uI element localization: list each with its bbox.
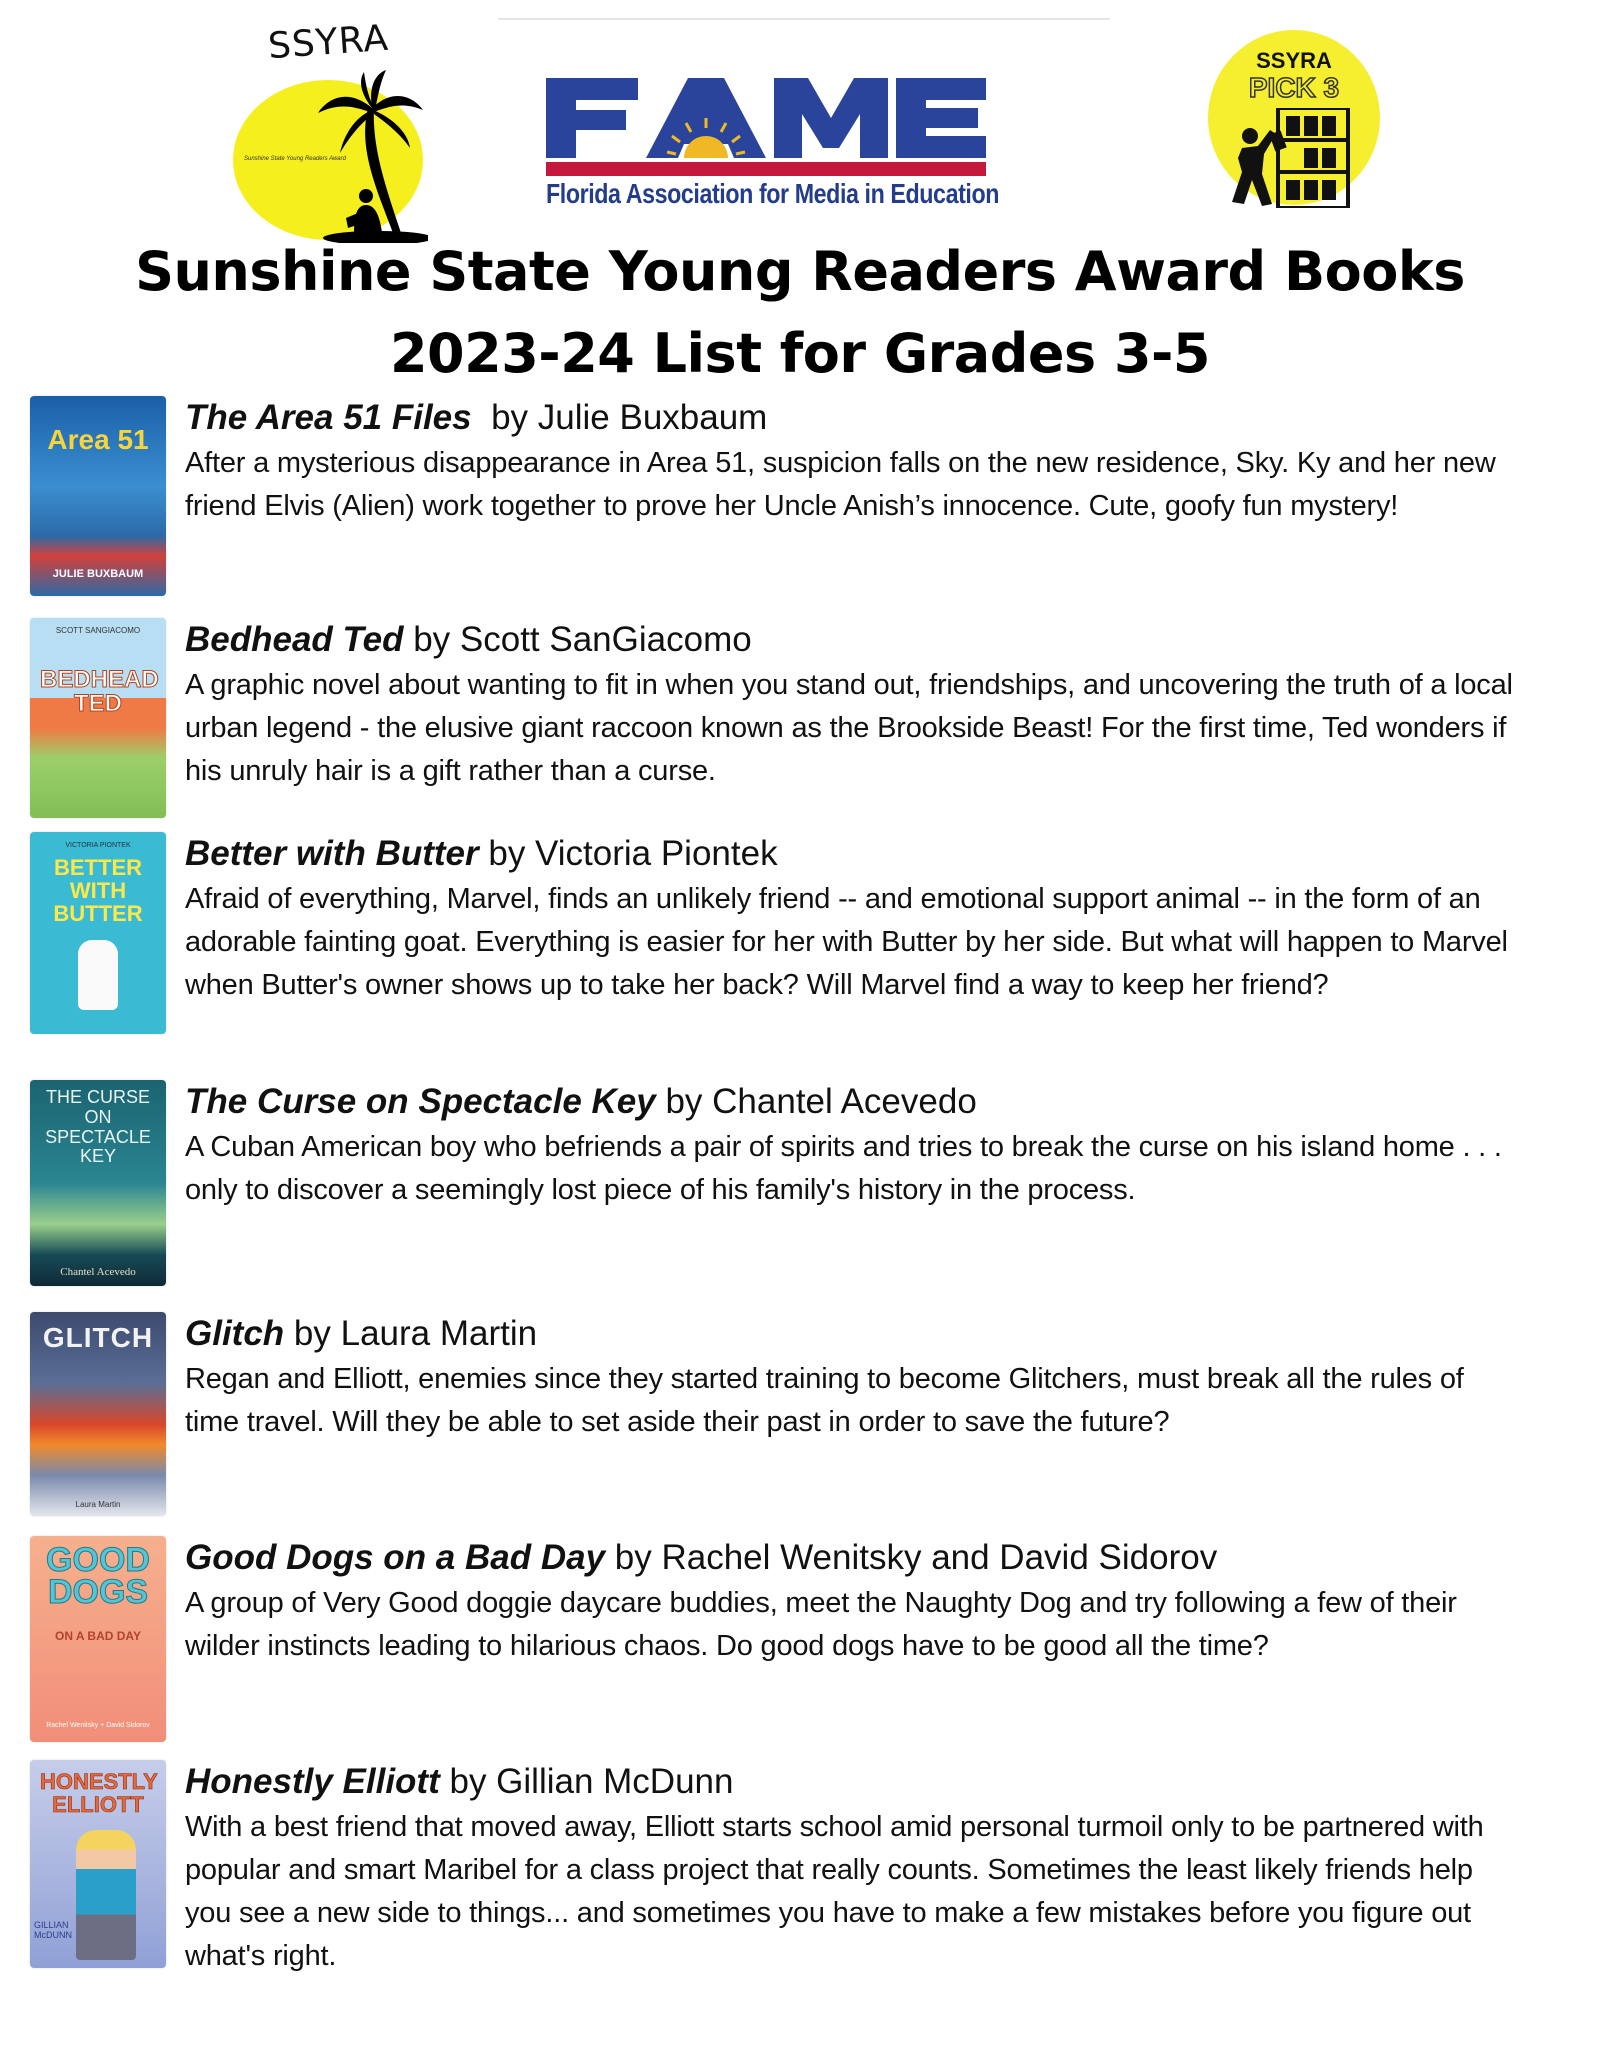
book-description: Regan and Elliott, enemies since they started training to become Glitchers, must break all the rules of time travel. Will they be able to set aside their past in order to save the future? <box>185 1363 1464 1438</box>
palm-tree-reader-icon <box>298 68 428 243</box>
fame-subtitle: Florida Association for Media in Education <box>546 178 1000 209</box>
book-heading <box>185 1312 1515 1356</box>
book-heading <box>185 396 1515 440</box>
book-author: by Gillian McDunn <box>439 1762 734 1801</box>
book-title: Better with Butter <box>185 834 479 873</box>
cover-title: HONESTLY ELLIOTT <box>40 1769 158 1818</box>
book-cover <box>30 1080 166 1286</box>
book-author: by Chantel Acevedo <box>655 1082 977 1121</box>
page-subtitle: 2023-24 List for Grades 3-5 <box>389 322 1211 385</box>
ssyra-pick3-logo <box>1208 30 1380 210</box>
book-title: Glitch <box>185 1314 285 1353</box>
book-author: by Julie Buxbaum <box>471 398 768 437</box>
cover-title: BETTER WITH BUTTER <box>53 855 143 927</box>
fame-red-bar <box>546 162 986 176</box>
cover-author: Chantel Acevedo <box>60 1266 136 1278</box>
cover-title: GOOD DOGS <box>46 1541 150 1612</box>
cover-title: GLITCH <box>42 1322 154 1353</box>
page-title: Sunshine State Young Readers Award Books <box>135 240 1465 303</box>
cover-author: Laura Martin <box>75 1500 121 1509</box>
ssyra-logo <box>228 18 428 238</box>
ssyra-wordmark: SSYRA <box>266 17 391 68</box>
book-description: With a best friend that moved away, Elliott starts school amid personal turmoil only to be partnered with popular and smart Maribel for a class project that really counts. Sometimes the least likely friends help you see a new side to things... and sometimes you have to make a few mistakes before you figure out what's right. <box>185 1811 1484 1972</box>
book-author: by Scott SanGiacomo <box>403 620 752 659</box>
book-description: After a mysterious disappearance in Area 51, suspicion falls on the new residence, Sky. Ky and her new friend Elvis (Alien) work together to prove her Uncle Anish’s innocence. Cute, goofy fun mystery! <box>185 447 1496 522</box>
boy-illustration <box>76 1830 136 1960</box>
ssyra-tagline: Sunshine State Young Readers Award <box>244 156 346 162</box>
cover-author: VICTORIA PIONTEK <box>65 842 131 849</box>
person-at-bookshelf-icon <box>1228 108 1358 208</box>
book-cover <box>30 1312 166 1516</box>
book-author: by Rachel Wenitsky and David Sidorov <box>605 1538 1218 1577</box>
cover-subtitle: ON A BAD DAY <box>54 1629 141 1643</box>
book-heading <box>185 1760 1515 1804</box>
book-title: The Area 51 Files <box>185 398 472 437</box>
book-cover <box>30 618 166 818</box>
cover-author: GILLIAN McDUNN <box>34 1920 72 1940</box>
pick3-line1: SSYRA <box>1256 48 1332 73</box>
book-description: A Cuban American boy who befriends a pair of spirits and tries to break the curse on his island home . . . only to discover a seemingly lost piece of his family's history in the process. <box>185 1131 1502 1206</box>
cover-title: BEDHEAD TED <box>40 666 159 717</box>
book-author: by Victoria Piontek <box>478 834 778 873</box>
book-cover <box>30 832 166 1034</box>
book-title: Good Dogs on a Bad Day <box>185 1538 606 1577</box>
book-title: The Curse on Spectacle Key <box>185 1082 656 1121</box>
cover-author: Rachel Wenitsky + David Sidorov <box>46 1722 150 1729</box>
book-heading <box>185 832 1515 876</box>
book-cover <box>30 1760 166 1968</box>
book-description: A graphic novel about wanting to fit in when you stand out, friendships, and uncovering the truth of a local urban legend - the elusive giant raccoon known as the Brookside Beast! For the first time, Ted wonders if his unruly hair is a gift rather than a curse. <box>185 669 1513 787</box>
book-heading <box>185 1536 1515 1580</box>
fame-letters-icon <box>546 78 986 158</box>
goat-illustration <box>78 940 118 1010</box>
cover-author: JULIE BUXBAUM <box>52 568 144 580</box>
book-heading <box>185 1080 1515 1124</box>
fame-logo <box>498 18 1110 209</box>
divider <box>498 18 1110 20</box>
pick3-line2: PICK 3 <box>1248 72 1340 103</box>
book-cover <box>30 396 166 596</box>
book-title: Honestly Elliott <box>185 1762 440 1801</box>
cover-author: SCOTT SANGIACOMO <box>55 626 141 635</box>
cover-title: THE CURSE ON SPECTACLE KEY <box>45 1087 151 1167</box>
book-description: Afraid of everything, Marvel, finds an unlikely friend -- and emotional support animal -- in the form of an adorable fainting goat. Everything is easier for her with Butter by her side. But what will happen to Marvel when Butter's owner shows up to take her back? Will Marvel find a way to keep her friend? <box>185 883 1508 1001</box>
book-cover <box>30 1536 166 1742</box>
cover-title: Area 51 <box>47 424 149 455</box>
book-title: Bedhead Ted <box>185 620 404 659</box>
book-description: A group of Very Good doggie daycare buddies, meet the Naughty Dog and try following a few of their wilder instincts leading to hilarious chaos. Do good dogs have to be good all the time? <box>185 1587 1457 1662</box>
book-author: by Laura Martin <box>284 1314 538 1353</box>
book-heading <box>185 618 1515 662</box>
